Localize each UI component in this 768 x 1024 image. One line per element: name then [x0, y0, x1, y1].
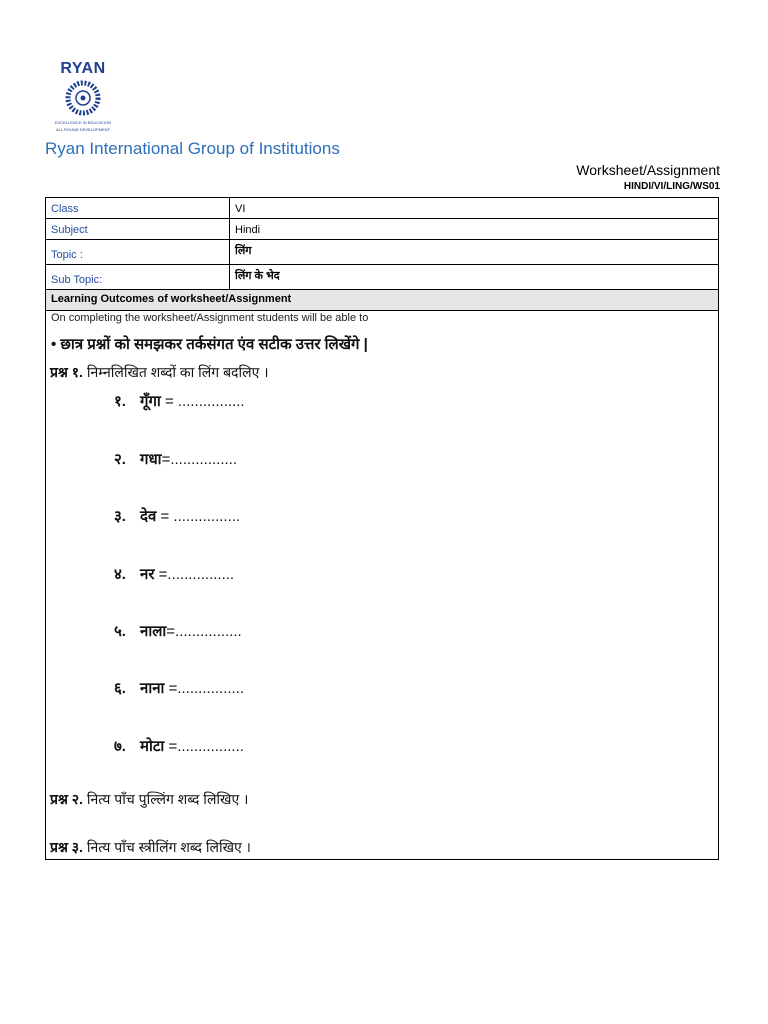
item-blank: =................: [166, 623, 242, 640]
question-2: [50, 790, 248, 809]
info-label: Sub Topic:: [51, 274, 103, 286]
question-1-label: प्रश्न १.: [50, 364, 83, 380]
school-logo: [52, 60, 114, 136]
info-row-subtopic: [46, 265, 718, 290]
learning-outcomes-heading: [46, 290, 718, 311]
item-word: नाना: [140, 680, 165, 697]
info-label: Subject: [51, 224, 88, 236]
organization-name: Ryan International Group of Institutions: [45, 139, 340, 158]
answer-item: [114, 621, 242, 641]
answer-item: [114, 506, 240, 526]
info-row-topic: [46, 240, 718, 265]
question-3: [50, 838, 251, 857]
learning-outcomes-label: Learning Outcomes of worksheet/Assignment: [51, 293, 292, 305]
info-value: VI: [235, 203, 246, 215]
info-value: Hindi: [235, 224, 261, 236]
answer-item: [114, 564, 234, 584]
item-word: गधा: [140, 451, 162, 468]
item-word: देव: [140, 508, 157, 525]
info-label: Topic :: [51, 249, 83, 261]
question-1: [50, 363, 269, 382]
question-2-label: प्रश्न २.: [50, 791, 83, 807]
learning-outcomes-intro: On completing the worksheet/Assignment students will be able to: [51, 312, 369, 324]
learning-outcome-bullet: • छात्र प्रश्नों को समझकर तर्कसंगत एंव सटीक उत्तर लिखेंगे |: [51, 336, 368, 353]
document-title: Worksheet/Assignment: [576, 162, 720, 178]
item-number: ४.: [114, 566, 126, 583]
item-word: मोटा: [140, 738, 165, 755]
info-value: लिंग: [235, 245, 252, 257]
info-row-subject: [46, 219, 718, 240]
info-value: लिंग के भेद: [235, 270, 280, 282]
item-blank: =................: [164, 680, 245, 697]
item-number: १.: [114, 393, 126, 410]
item-number: ७.: [114, 738, 126, 755]
answer-item: [114, 449, 237, 469]
item-blank: = ................: [160, 393, 245, 410]
item-blank: = ................: [156, 508, 241, 525]
item-number: ३.: [114, 508, 126, 525]
item-number: ६.: [114, 680, 126, 697]
item-word: गूँगा: [140, 393, 161, 410]
item-word: नाला: [140, 623, 167, 640]
worksheet-frame: [45, 197, 719, 860]
item-word: नर: [140, 566, 155, 583]
logo-tagline-2: ALL ROUND DEVELOPMENT: [55, 127, 111, 132]
info-row-class: [46, 198, 718, 219]
answer-item: [114, 678, 244, 698]
answer-item: [114, 391, 245, 411]
item-blank: =................: [161, 451, 238, 468]
question-3-label: प्रश्न ३.: [50, 839, 83, 855]
item-blank: =................: [154, 566, 235, 583]
info-label: Class: [51, 203, 79, 215]
document-code: HINDI/VI/LING/WS01: [623, 181, 720, 192]
item-number: २.: [114, 451, 126, 468]
logo-emblem-icon: [60, 80, 106, 120]
item-number: ५.: [114, 623, 126, 640]
question-1-text: निम्नलिखित शब्दों का लिंग बदलिए ।: [86, 364, 269, 380]
item-blank: =................: [164, 738, 244, 755]
logo-tagline-1: EXCELLENCE IN EDUCATION: [55, 120, 111, 125]
answer-item: [114, 736, 244, 756]
question-2-text: नित्य पाँच पुल्लिंग शब्द लिखिए ।: [86, 791, 249, 807]
question-3-text: नित्य पाँच स्त्रीलिंग शब्द लिखिए ।: [86, 839, 251, 855]
logo-name: RYAN: [60, 60, 106, 77]
